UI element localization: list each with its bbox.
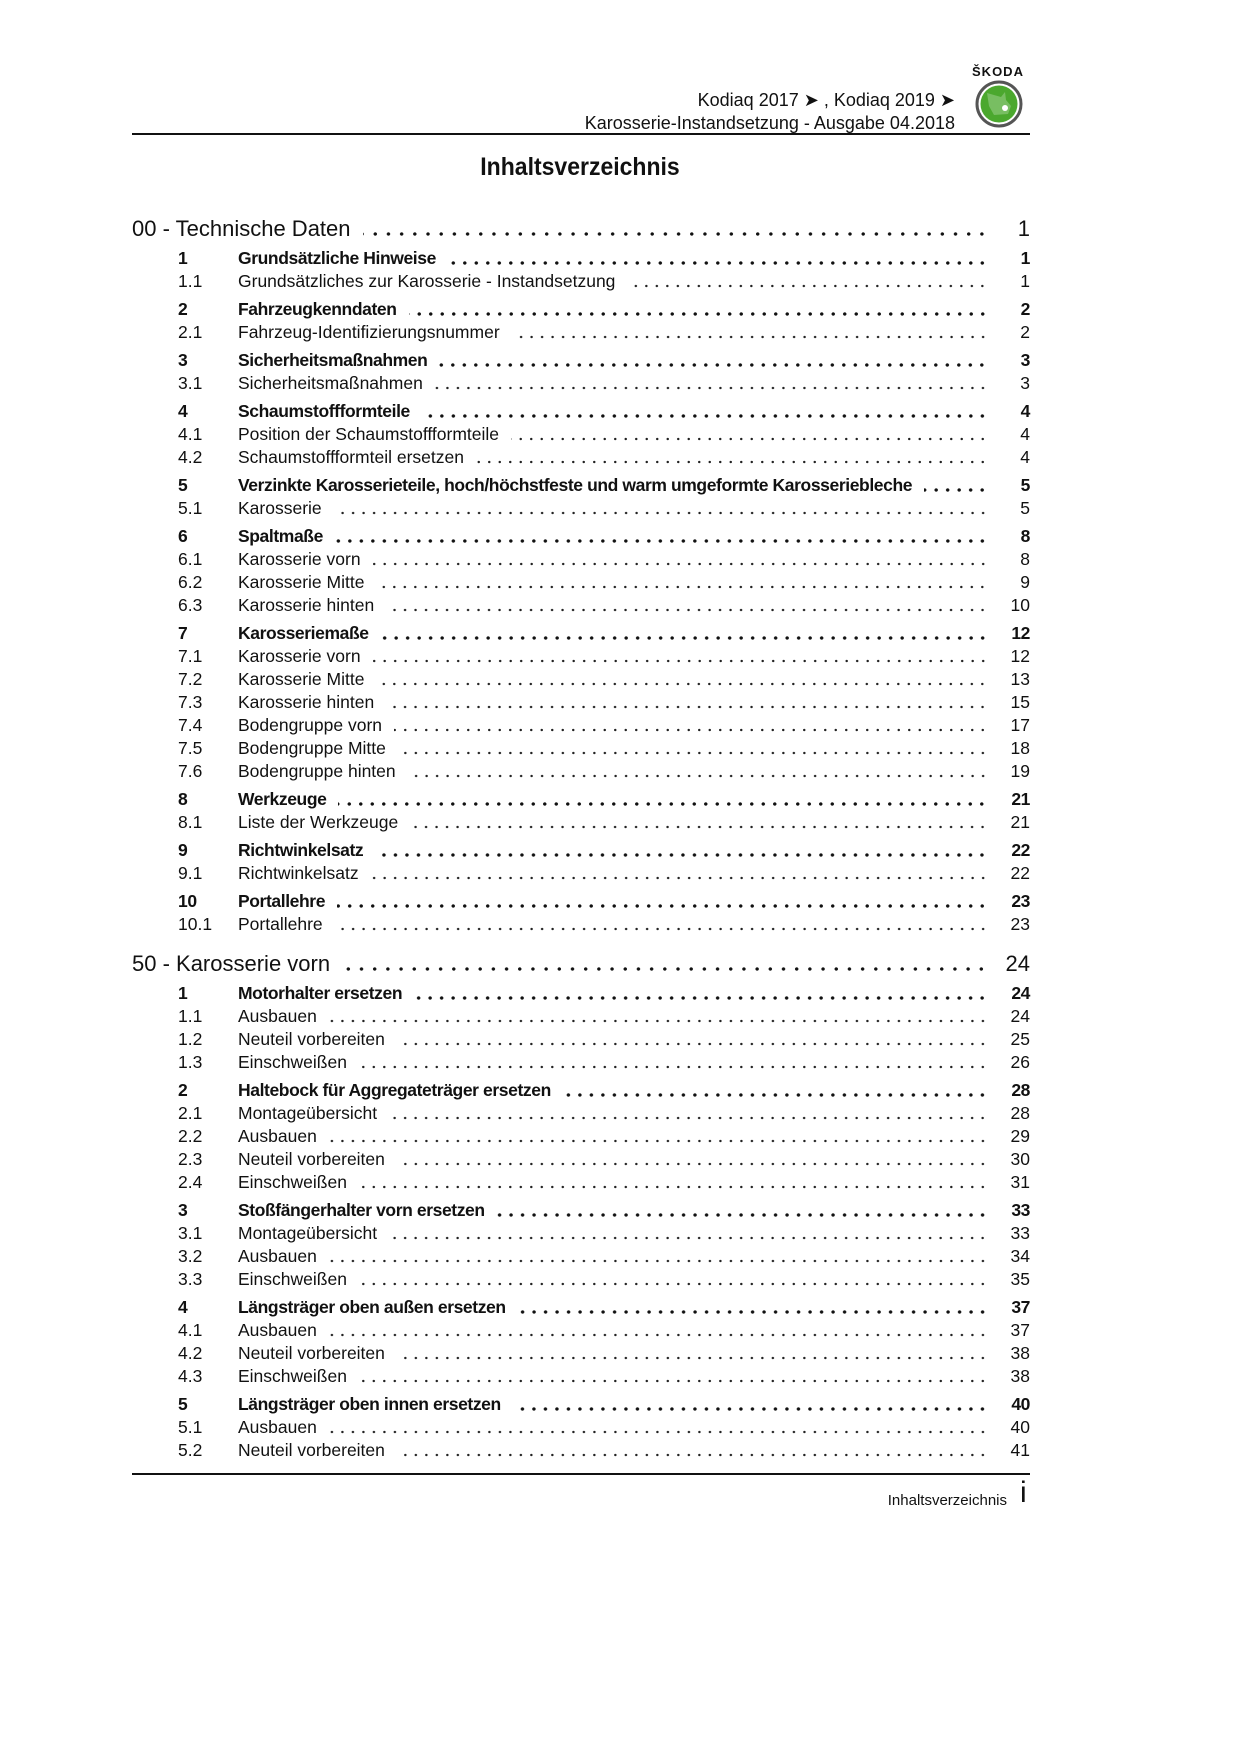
toc-page-number: 21 bbox=[1011, 789, 1030, 809]
toc-title: Ausbauen bbox=[238, 1126, 317, 1146]
toc-leader-dots bbox=[397, 1356, 988, 1360]
toc-number: 5.1 bbox=[178, 1417, 203, 1437]
toc-page-number: 24 bbox=[1010, 1006, 1030, 1026]
toc-section[interactable] bbox=[132, 1079, 1030, 1102]
toc-title: Liste der Werkzeuge bbox=[238, 812, 399, 832]
toc-title: Neuteil vorbereiten bbox=[238, 1029, 385, 1049]
toc-number: 10 bbox=[178, 891, 197, 911]
toc-section[interactable] bbox=[132, 982, 1030, 1005]
toc-leader-dots bbox=[376, 682, 988, 686]
toc-number: 6.1 bbox=[178, 549, 203, 569]
toc-subsection[interactable] bbox=[132, 497, 1030, 520]
toc-number: 3.1 bbox=[178, 373, 203, 393]
toc-page-number: 5 bbox=[1020, 498, 1030, 518]
toc-title: Sicherheitsmaßnahmen bbox=[238, 373, 423, 393]
toc-page-number: 31 bbox=[1010, 1172, 1030, 1192]
toc-subsection[interactable] bbox=[132, 645, 1030, 668]
toc-page-number: 23 bbox=[1011, 891, 1030, 911]
toc-page-number: 22 bbox=[1011, 840, 1030, 860]
toc-number: 2 bbox=[178, 1080, 188, 1100]
toc-number: 5.1 bbox=[178, 498, 203, 518]
toc-leader-dots bbox=[386, 608, 988, 612]
toc-leader-dots bbox=[422, 414, 988, 418]
toc-title: Motorhalter ersetzen bbox=[238, 983, 403, 1003]
toc-page-number: 8 bbox=[1020, 549, 1030, 569]
toc-number: 4.1 bbox=[178, 1320, 203, 1340]
toc-number: 5.2 bbox=[178, 1440, 203, 1460]
toc-number: 1.1 bbox=[178, 271, 203, 291]
toc-leader-dots bbox=[329, 1430, 988, 1434]
toc-title: Schaumstoffformteile bbox=[238, 401, 410, 421]
toc-page-number: 33 bbox=[1011, 1200, 1030, 1220]
toc-number: 4 bbox=[178, 401, 188, 421]
toc-number: 7.1 bbox=[178, 646, 203, 666]
toc-subsection[interactable] bbox=[132, 862, 1030, 885]
toc-subsection[interactable] bbox=[132, 811, 1030, 834]
toc-leader-dots bbox=[376, 585, 988, 589]
toc-page-number: 4 bbox=[1020, 424, 1030, 444]
toc-title: Montageübersicht bbox=[238, 1103, 378, 1123]
toc-subsection[interactable] bbox=[132, 321, 1030, 344]
toc-number: 10.1 bbox=[178, 914, 213, 934]
toc-title: Längsträger oben innen ersetzen bbox=[238, 1394, 501, 1414]
toc-subsection[interactable] bbox=[132, 913, 1030, 936]
toc-page-number: 28 bbox=[1010, 1103, 1030, 1123]
toc-leader-dots bbox=[359, 1282, 988, 1286]
toc-title: Karosseriemaße bbox=[238, 623, 369, 643]
toc-title: Karosserie bbox=[238, 498, 322, 518]
toc-page-number: 1 bbox=[1017, 216, 1030, 241]
toc-section[interactable] bbox=[132, 298, 1030, 321]
toc-page-number: 34 bbox=[1010, 1246, 1030, 1266]
toc-leader-dots bbox=[563, 1093, 988, 1097]
toc-number: 2.1 bbox=[178, 1103, 203, 1123]
toc-leader-dots bbox=[329, 1019, 988, 1023]
toc-section[interactable] bbox=[132, 400, 1030, 423]
toc-page-number: 30 bbox=[1010, 1149, 1030, 1169]
toc-leader-dots bbox=[435, 386, 988, 390]
toc-number: 5 bbox=[178, 475, 188, 495]
toc-number: 7.6 bbox=[178, 761, 203, 781]
toc-number: 3.1 bbox=[178, 1223, 203, 1243]
toc-subsection[interactable] bbox=[132, 270, 1030, 293]
toc-chapter[interactable] bbox=[132, 216, 1030, 242]
toc-number: 8.1 bbox=[178, 812, 203, 832]
toc-title: Grundsätzliche Hinweise bbox=[238, 248, 436, 268]
toc-title: Ausbauen bbox=[238, 1417, 317, 1437]
footer-label: Inhaltsverzeichnis bbox=[887, 1492, 1007, 1509]
toc-section[interactable] bbox=[132, 1199, 1030, 1222]
page-title: Inhaltsverzeichnis bbox=[480, 153, 680, 181]
toc-leader-dots bbox=[329, 1333, 988, 1337]
toc-title: Karosserie hinten bbox=[238, 595, 375, 615]
skoda-logo-icon bbox=[975, 80, 1023, 128]
toc-title: Neuteil vorbereiten bbox=[238, 1440, 385, 1460]
toc-title: Einschweißen bbox=[238, 1269, 347, 1289]
toc-subsection[interactable] bbox=[132, 548, 1030, 571]
toc-leader-dots bbox=[359, 1379, 988, 1383]
toc-page-number: 37 bbox=[1011, 1297, 1030, 1317]
toc-page-number: 12 bbox=[1010, 646, 1030, 666]
toc-leader-dots bbox=[414, 996, 988, 1000]
toc-number: 8 bbox=[178, 789, 188, 809]
toc-number: 3 bbox=[178, 350, 188, 370]
toc-number: 7.2 bbox=[178, 669, 203, 689]
toc-page-number: 12 bbox=[1011, 623, 1030, 643]
toc-subsection[interactable] bbox=[132, 446, 1030, 469]
toc-title: Längsträger oben außen ersetzen bbox=[238, 1297, 506, 1317]
toc-title: Neuteil vorbereiten bbox=[238, 1343, 385, 1363]
toc-subsection[interactable] bbox=[132, 1245, 1030, 1268]
toc-section[interactable] bbox=[132, 890, 1030, 913]
toc-page-number: 19 bbox=[1010, 761, 1030, 781]
toc-subsection[interactable] bbox=[132, 423, 1030, 446]
toc-section[interactable] bbox=[132, 1296, 1030, 1319]
toc-leader-dots bbox=[408, 774, 988, 778]
toc-number: 2.4 bbox=[178, 1172, 203, 1192]
toc-page-number: 41 bbox=[1010, 1440, 1030, 1460]
footer-page-number: i bbox=[1020, 1476, 1027, 1509]
toc-title: Grundsätzliches zur Karosserie - Instandsetzung bbox=[238, 271, 616, 291]
toc-page-number: 2 bbox=[1020, 322, 1030, 342]
toc-page-number: 2 bbox=[1020, 299, 1030, 319]
toc-number: 9 bbox=[178, 840, 188, 860]
toc-leader-dots bbox=[329, 1259, 988, 1263]
toc-title: Sicherheitsmaßnahmen bbox=[238, 350, 428, 370]
toc-subsection[interactable] bbox=[132, 594, 1030, 617]
toc-title: Montageübersicht bbox=[238, 1223, 378, 1243]
toc-number: 2.1 bbox=[178, 322, 203, 342]
toc-title: Einschweißen bbox=[238, 1172, 347, 1192]
toc-page-number: 29 bbox=[1010, 1126, 1030, 1146]
toc-leader-dots bbox=[409, 312, 988, 316]
toc-page-number: 33 bbox=[1010, 1223, 1030, 1243]
header-rule bbox=[132, 133, 1030, 135]
toc-section[interactable] bbox=[132, 474, 1030, 497]
toc-page-number: 4 bbox=[1020, 401, 1030, 421]
toc-number: 7 bbox=[178, 623, 188, 643]
toc-leader-dots bbox=[342, 967, 988, 971]
toc-title: Karosserie hinten bbox=[238, 692, 375, 712]
toc-leader-dots bbox=[389, 1116, 988, 1120]
header-vehicle-models: Kodiaq 2017 ➤ , Kodiaq 2019 ➤ bbox=[697, 90, 955, 110]
toc-title: Ausbauen bbox=[238, 1246, 317, 1266]
toc-leader-dots bbox=[397, 1162, 988, 1166]
toc-page-number: 38 bbox=[1010, 1366, 1030, 1386]
toc-leader-dots bbox=[627, 284, 988, 288]
toc-leader-dots bbox=[338, 802, 988, 806]
toc-title: Richtwinkelsatz bbox=[238, 863, 359, 883]
footer-rule bbox=[132, 1473, 1030, 1475]
toc-subsection[interactable] bbox=[132, 1222, 1030, 1245]
toc-title: Einschweißen bbox=[238, 1366, 347, 1386]
toc-section[interactable] bbox=[132, 247, 1030, 270]
toc-number: 1.2 bbox=[178, 1029, 203, 1049]
toc-leader-dots bbox=[335, 539, 988, 543]
toc-leader-dots bbox=[512, 335, 988, 339]
toc-subsection[interactable] bbox=[132, 1148, 1030, 1171]
toc-number: 2.3 bbox=[178, 1149, 203, 1169]
toc-section[interactable] bbox=[132, 788, 1030, 811]
toc-number: 6.3 bbox=[178, 595, 203, 615]
toc-page-number: 4 bbox=[1020, 447, 1030, 467]
toc-number: 4.1 bbox=[178, 424, 203, 444]
toc-leader-dots bbox=[373, 562, 988, 566]
toc-page-number: 22 bbox=[1010, 863, 1030, 883]
toc-subsection[interactable] bbox=[132, 571, 1030, 594]
toc-number: 4.2 bbox=[178, 447, 203, 467]
toc-page-number: 40 bbox=[1011, 1394, 1030, 1414]
toc-number: 1.1 bbox=[178, 1006, 203, 1026]
toc-number: 1 bbox=[178, 983, 188, 1003]
toc-number: 5 bbox=[178, 1394, 188, 1414]
toc-title: Richtwinkelsatz bbox=[238, 840, 364, 860]
toc-title: Bodengruppe hinten bbox=[238, 761, 396, 781]
toc-section[interactable] bbox=[132, 1393, 1030, 1416]
toc-number: 6 bbox=[178, 526, 188, 546]
toc-subsection[interactable] bbox=[132, 1051, 1030, 1074]
toc-leader-dots bbox=[439, 363, 988, 367]
header-manual-title: Karosserie-Instandsetzung - Ausgabe 04.2018 bbox=[584, 113, 955, 133]
toc-page-number: 21 bbox=[1010, 812, 1030, 832]
toc-leader-dots bbox=[329, 1139, 988, 1143]
toc-page-number: 3 bbox=[1020, 373, 1030, 393]
toc-leader-dots bbox=[398, 751, 988, 755]
toc-page-number: 26 bbox=[1010, 1052, 1030, 1072]
toc-number: 3.2 bbox=[178, 1246, 203, 1266]
toc-chapter[interactable] bbox=[132, 951, 1030, 977]
toc-subsection[interactable] bbox=[132, 1125, 1030, 1148]
toc-leader-dots bbox=[334, 511, 988, 515]
toc-title: Karosserie vorn bbox=[238, 549, 361, 569]
toc-subsection[interactable] bbox=[132, 1102, 1030, 1125]
toc-page-number: 18 bbox=[1010, 738, 1030, 758]
toc-number: 4.3 bbox=[178, 1366, 203, 1386]
toc-leader-dots bbox=[373, 659, 988, 663]
toc-page-number: 23 bbox=[1010, 914, 1030, 934]
toc-leader-dots bbox=[389, 1236, 988, 1240]
toc-page-number: 38 bbox=[1010, 1343, 1030, 1363]
toc-page-number: 15 bbox=[1010, 692, 1030, 712]
toc-number: 3 bbox=[178, 1200, 188, 1220]
toc-leader-dots bbox=[375, 853, 988, 857]
toc-subsection[interactable] bbox=[132, 668, 1030, 691]
toc-page-number: 8 bbox=[1020, 526, 1030, 546]
brand-wordmark: ŠKODA bbox=[972, 64, 1024, 79]
toc-number: 6.2 bbox=[178, 572, 203, 592]
toc-page-number: 5 bbox=[1020, 475, 1030, 495]
toc-subsection[interactable] bbox=[132, 372, 1030, 395]
toc-leader-dots bbox=[363, 232, 988, 236]
toc-title: Ausbauen bbox=[238, 1006, 317, 1026]
toc-subsection[interactable] bbox=[132, 1268, 1030, 1291]
toc-page-number: 3 bbox=[1020, 350, 1030, 370]
toc-page-number: 25 bbox=[1010, 1029, 1030, 1049]
toc-title: 00 - Technische Daten bbox=[132, 216, 351, 241]
toc-page-number: 28 bbox=[1011, 1080, 1030, 1100]
toc-leader-dots bbox=[337, 904, 988, 908]
toc-subsection[interactable] bbox=[132, 1171, 1030, 1194]
toc-leader-dots bbox=[410, 825, 988, 829]
toc-title: Neuteil vorbereiten bbox=[238, 1149, 385, 1169]
toc-number: 7.3 bbox=[178, 692, 203, 712]
toc-page-number: 37 bbox=[1010, 1320, 1030, 1340]
toc-page-number: 13 bbox=[1010, 669, 1030, 689]
toc-subsection[interactable] bbox=[132, 1319, 1030, 1342]
toc-number: 7.5 bbox=[178, 738, 203, 758]
toc-number: 2.2 bbox=[178, 1126, 203, 1146]
toc-page-number: 24 bbox=[1005, 951, 1030, 976]
toc-leader-dots bbox=[359, 1065, 988, 1069]
toc-title: Bodengruppe Mitte bbox=[238, 738, 386, 758]
toc-subsection[interactable] bbox=[132, 714, 1030, 737]
toc-page-number: 1 bbox=[1020, 248, 1030, 268]
toc-number: 3.3 bbox=[178, 1269, 203, 1289]
toc-number: 4 bbox=[178, 1297, 188, 1317]
toc-subsection[interactable] bbox=[132, 1439, 1030, 1462]
toc-page-number: 10 bbox=[1010, 595, 1030, 615]
toc-page-number: 17 bbox=[1010, 715, 1030, 735]
toc-title: Karosserie Mitte bbox=[238, 669, 365, 689]
toc-subsection[interactable] bbox=[132, 1342, 1030, 1365]
toc-leader-dots bbox=[518, 1310, 988, 1314]
toc-title: Fahrzeug-Identifizierungsnummer bbox=[238, 322, 500, 342]
toc-number: 2 bbox=[178, 299, 188, 319]
toc-page-number: 40 bbox=[1010, 1417, 1030, 1437]
toc-section[interactable] bbox=[132, 622, 1030, 645]
toc-title: Spaltmaße bbox=[238, 526, 323, 546]
toc-title: Einschweißen bbox=[238, 1052, 347, 1072]
toc-number: 7.4 bbox=[178, 715, 203, 735]
toc-title: Karosserie Mitte bbox=[238, 572, 365, 592]
toc-title: Ausbauen bbox=[238, 1320, 317, 1340]
toc-number: 1.3 bbox=[178, 1052, 203, 1072]
toc-subsection[interactable] bbox=[132, 1005, 1030, 1028]
toc-title: Karosserie vorn bbox=[238, 646, 361, 666]
toc-leader-dots bbox=[476, 460, 988, 464]
toc-subsection[interactable] bbox=[132, 1416, 1030, 1439]
toc-leader-dots bbox=[371, 876, 988, 880]
toc-section[interactable] bbox=[132, 525, 1030, 548]
toc-title: Fahrzeugkenndaten bbox=[238, 299, 397, 319]
toc-leader-dots bbox=[381, 636, 988, 640]
toc-title: Haltebock für Aggregateträger ersetzen bbox=[238, 1080, 551, 1100]
toc-leader-dots bbox=[513, 1407, 988, 1411]
toc-section[interactable] bbox=[132, 349, 1030, 372]
toc-subsection[interactable] bbox=[132, 1028, 1030, 1051]
toc-leader-dots bbox=[511, 437, 988, 441]
toc-page-number: 35 bbox=[1010, 1269, 1030, 1289]
toc-subsection[interactable] bbox=[132, 1365, 1030, 1388]
toc-title: Verzinkte Karosserieteile, hoch/höchstfeste und warm umgeformte Karosseriebleche bbox=[238, 475, 913, 495]
toc-leader-dots bbox=[359, 1185, 988, 1189]
toc-page-number: 9 bbox=[1020, 572, 1030, 592]
toc-title: Bodengruppe vorn bbox=[238, 715, 382, 735]
toc-title: Position der Schaumstoffformteile bbox=[238, 424, 500, 444]
toc-leader-dots bbox=[397, 1453, 988, 1457]
toc-title: Stoßfängerhalter vorn ersetzen bbox=[238, 1200, 485, 1220]
toc-leader-dots bbox=[924, 488, 988, 492]
table-of-contents bbox=[132, 216, 1030, 1462]
toc-number: 1 bbox=[178, 248, 188, 268]
toc-subsection[interactable] bbox=[132, 760, 1030, 783]
toc-title: Portallehre bbox=[238, 891, 326, 911]
toc-subsection[interactable] bbox=[132, 737, 1030, 760]
toc-number: 4.2 bbox=[178, 1343, 203, 1363]
toc-number: 9.1 bbox=[178, 863, 203, 883]
toc-title: Werkzeuge bbox=[238, 789, 327, 809]
toc-title: 50 - Karosserie vorn bbox=[132, 951, 331, 976]
toc-page-number: 1 bbox=[1020, 271, 1030, 291]
toc-title: Schaumstoffformteil ersetzen bbox=[238, 447, 464, 467]
toc-leader-dots bbox=[394, 728, 988, 732]
toc-leader-dots bbox=[397, 1042, 988, 1046]
toc-page-number: 24 bbox=[1011, 983, 1030, 1003]
toc-title: Portallehre bbox=[238, 914, 323, 934]
toc-subsection[interactable] bbox=[132, 691, 1030, 714]
toc-section[interactable] bbox=[132, 839, 1030, 862]
toc-leader-dots bbox=[386, 705, 988, 709]
toc-leader-dots bbox=[497, 1213, 988, 1217]
toc-leader-dots bbox=[335, 927, 988, 931]
toc-leader-dots bbox=[448, 261, 988, 265]
